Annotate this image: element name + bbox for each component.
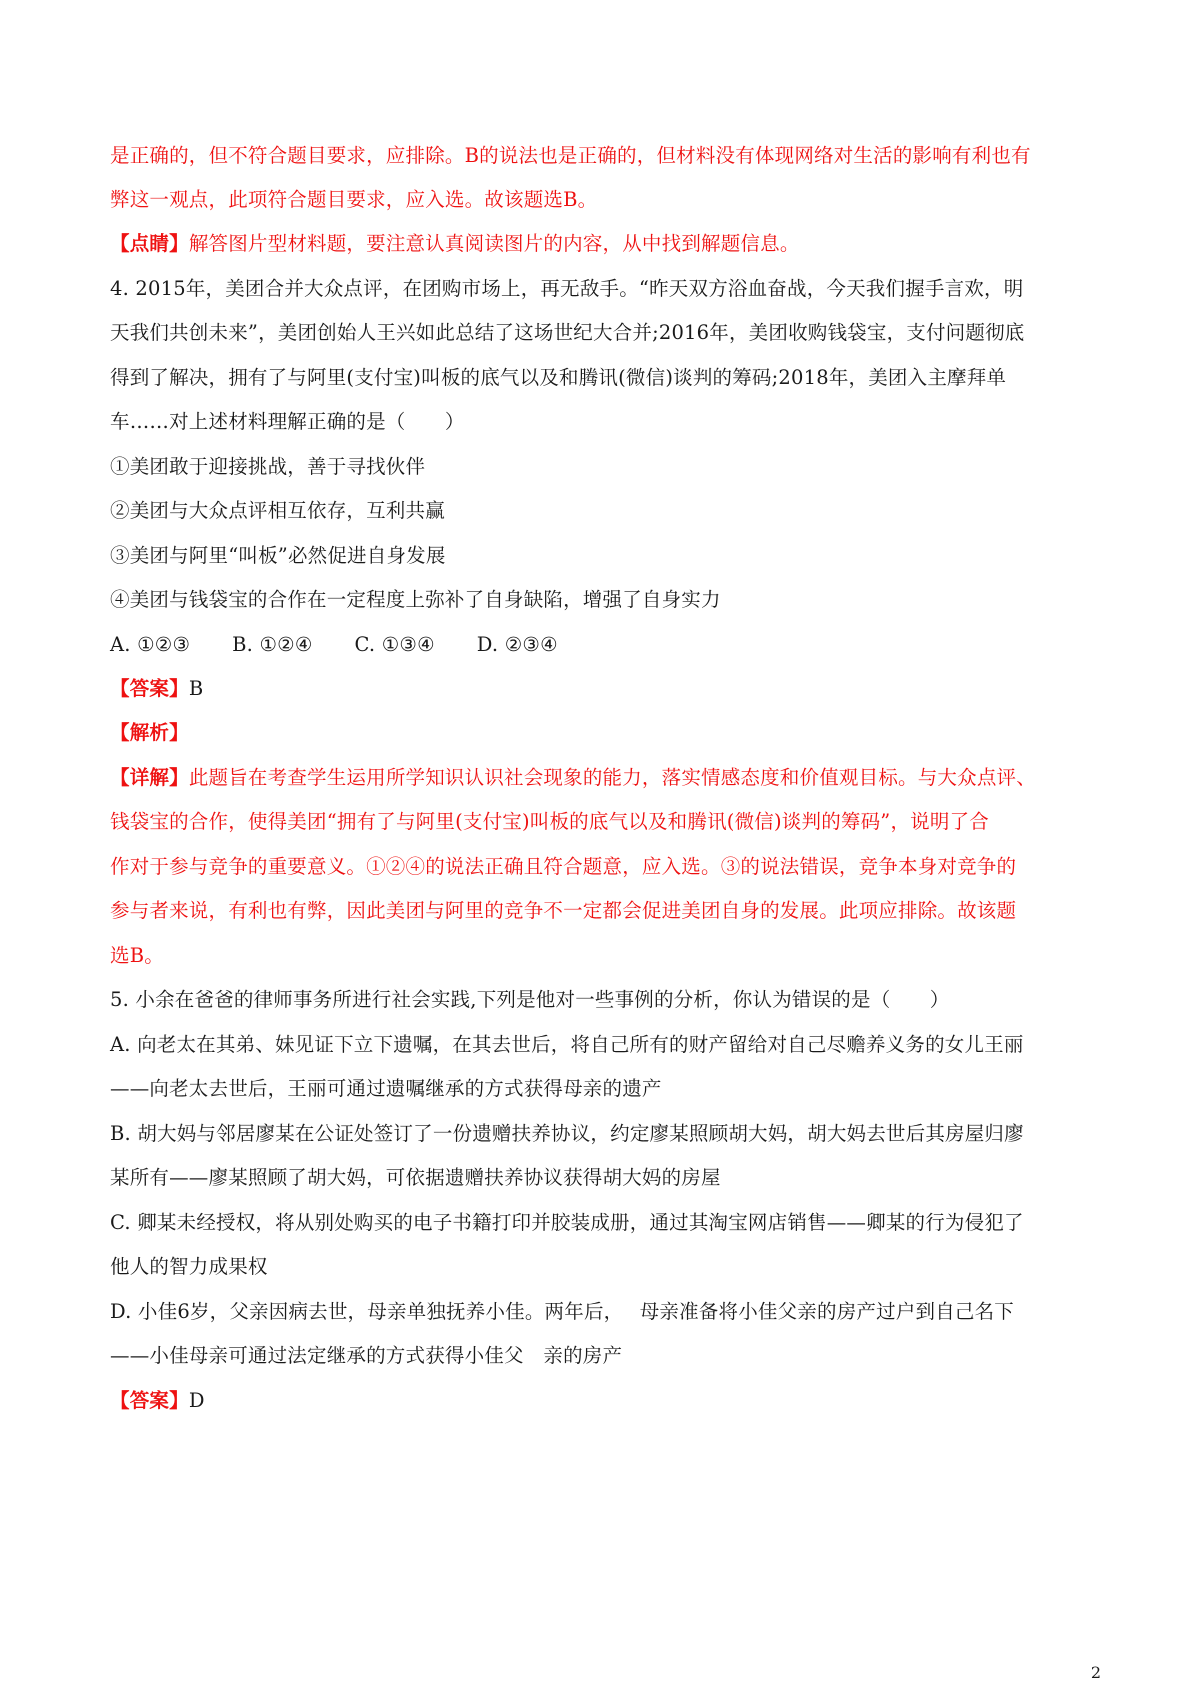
dianjing-tag: 【点睛】 bbox=[110, 232, 189, 255]
q4-detail-tag: 【详解】 bbox=[110, 766, 189, 789]
q4-item-3: ③美团与阿里“叫板”必然促进自身发展 bbox=[110, 544, 446, 567]
q4-detail-text-1: 此题旨在考查学生运用所学知识认识社会现象的能力，落实情感态度和价值观目标。与大众点评、 bbox=[188, 766, 1036, 789]
q4-stem-line-2: 天我们共创未来”，美团创始人王兴如此总结了这场世纪大合并;2016年，美团收购钱袋宝，支付问题彻底 bbox=[110, 321, 1025, 344]
q4-detail-line-5: 选B。 bbox=[110, 944, 164, 967]
q4-option-b: B. ①②④ bbox=[232, 633, 313, 656]
q4-stem-line-1: 4. 2015年，美团合并大众点评，在团购市场上，再无敌手。“昨天双方浴血奋战，今天我们握手言欢，明 bbox=[110, 277, 1024, 300]
q4-stem-line-3: 得到了解决，拥有了与阿里(支付宝)叫板的底气以及和腾讯(微信)谈判的筹码;2018年，美团入主摩拜单 bbox=[110, 366, 1007, 389]
q5-option-a-line-2: ——向老太去世后，王丽可通过遗嘱继承的方式获得母亲的遗产 bbox=[110, 1077, 662, 1100]
dianjing-text: 解答图片型材料题，要注意认真阅读图片的内容，从中找到解题信息。 bbox=[188, 232, 800, 255]
q5-option-c-line-2: 他人的智力成果权 bbox=[110, 1255, 268, 1278]
q4-detail-line-4: 参与者来说，有利也有弊，因此美团与阿里的竞争不一定都会促进美团自身的发展。此项应排除。故该题 bbox=[110, 899, 1017, 922]
q4-item-4: ④美团与钱袋宝的合作在一定程度上弥补了自身缺陷，增强了自身实力 bbox=[110, 588, 721, 611]
q4-detail-line-1 bbox=[110, 765, 1036, 791]
q4-option-c: C. ①③④ bbox=[354, 633, 435, 656]
q4-answer-tag: 【答案】 bbox=[110, 677, 189, 700]
dianjing-line bbox=[110, 231, 800, 257]
q5-option-b-line-1: B. 胡大妈与邻居廖某在公证处签订了一份遗赠扶养协议，约定廖某照顾胡大妈，胡大妈去世后其房屋归廖 bbox=[110, 1122, 1024, 1145]
q5-option-d-line-1: D. 小佳6岁，父亲因病去世，母亲单独抚养小佳。两年后， 母亲准备将小佳父亲的房产过户到自己名下 bbox=[110, 1300, 1014, 1323]
q4-stem-line-4: 车……对上述材料理解正确的是（ ） bbox=[110, 410, 465, 433]
q5-option-b-line-2: 某所有——廖某照顾了胡大妈，可依据遗赠扶养协议获得胡大妈的房屋 bbox=[110, 1166, 721, 1189]
page-number: 2 bbox=[1090, 1663, 1101, 1682]
q5-option-d-line-2: ——小佳母亲可通过法定继承的方式获得小佳父 亲的房产 bbox=[110, 1344, 623, 1367]
q4-answer: B bbox=[188, 677, 204, 700]
q4-detail-line-3: 作对于参与竞争的重要意义。①②④的说法正确且符合题意，应入选。③的说法错误，竞争本身对竞争的 bbox=[110, 855, 1017, 878]
prev-detail-line-2: 弊这一观点，此项符合题目要求，应入选。故该题选B。 bbox=[110, 188, 598, 211]
q5-option-a-line-1: A. 向老太在其弟、妹见证下立下遗嘱，在其去世后，将自己所有的财产留给对自己尽赡养义务的女儿王丽 bbox=[110, 1033, 1024, 1056]
q4-item-1: ①美团敢于迎接挑战，善于寻找伙伴 bbox=[110, 455, 426, 478]
prev-detail-line-1: 是正确的，但不符合题目要求，应排除。B的说法也是正确的，但材料没有体现网络对生活的影响有利也有 bbox=[110, 144, 1031, 167]
q5-stem: 5. 小余在爸爸的律师事务所进行社会实践,下列是他对一些事例的分析，你认为错误的是（ ） bbox=[110, 988, 950, 1011]
q4-option-a: A. ①②③ bbox=[110, 633, 191, 656]
q5-answer-line bbox=[110, 1388, 205, 1414]
q4-option-d: D. ②③④ bbox=[476, 633, 558, 656]
q4-answer-line bbox=[110, 676, 203, 702]
q4-analysis-line bbox=[110, 720, 189, 746]
q4-analysis-tag: 【解析】 bbox=[110, 721, 189, 744]
q4-detail-line-2: 钱袋宝的合作，使得美团“拥有了与阿里(支付宝)叫板的底气以及和腾讯(微信)谈判的筹码”，说明了合 bbox=[110, 810, 989, 833]
q4-item-2: ②美团与大众点评相互依存，互利共赢 bbox=[110, 499, 445, 522]
q5-answer-tag: 【答案】 bbox=[110, 1389, 189, 1412]
q5-answer: D bbox=[188, 1389, 205, 1412]
q4-options bbox=[110, 632, 600, 658]
q5-option-c-line-1: C. 卿某未经授权，将从别处购买的电子书籍打印并胶装成册，通过其淘宝网店销售——卿某的行为侵犯了 bbox=[110, 1211, 1024, 1234]
